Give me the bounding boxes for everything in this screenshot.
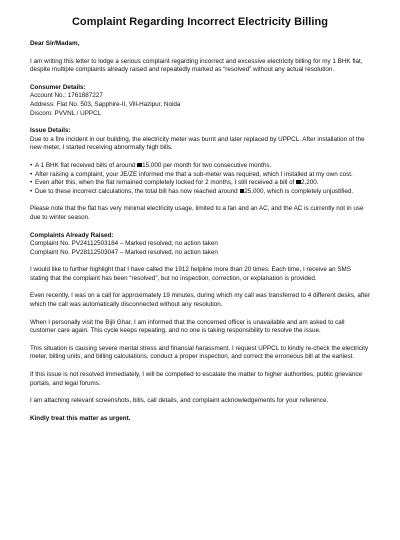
bullet-text-part: A 1 BHK flat received bills of around: [35, 161, 138, 169]
consumer-details-heading: Consumer Details:: [30, 83, 86, 91]
usage-note-paragraph: Please note that the flat has very minimal electricity usage, limited to a fan and an AC, and the AC is currently not in use due to winter season.: [30, 205, 364, 221]
issue-bullet: [30, 188, 370, 197]
bullet-text-part: Due to these incorrect calculations, the total bill has now reached around: [35, 187, 240, 195]
bullet-marker: •: [30, 161, 33, 169]
bullet-text-part: , which is completely unjustified.: [263, 187, 354, 195]
bullet-text-part: .: [316, 179, 319, 187]
letter-title: Complaint Regarding Incorrect Electricity Billing: [71, 16, 329, 28]
address: Address: Flat No. 503, Sapphire-II, Vill-Hazipur, Noida: [30, 100, 181, 108]
bullet-text: [35, 188, 370, 197]
bullet-marker: •: [30, 187, 33, 195]
issue-bullet: [30, 162, 370, 171]
issue-details-heading: Issue Details:: [30, 127, 71, 135]
visit-paragraph: When I personally visit the Bijli Ghar, I am informed that the concerned officer is unavailable and am asked to call customer care again. This cycle keeps repeating, and no one is taking responsibility to resolve the issue.: [30, 318, 345, 335]
complaint-item: Complaint No. PV24112503184 – Marked resolved, no action taken: [30, 240, 218, 248]
bullet-marker: •: [30, 179, 33, 187]
bill-amount: 25,000: [244, 187, 264, 195]
harassment-paragraph: This situation is causing severe mental stress and financial harassment. I request UPPCL to kindly re-check the electricity meter, billing units, and billing calculations, conduct a proper inspection, and correct the erroneous bill at the earliest.: [30, 344, 369, 361]
complaint-item: Complaint No. PV28112503047 – Marked resolved, no action taken: [30, 248, 218, 256]
complaints-heading: Complaints Already Raised:: [30, 231, 114, 239]
complaints-raised: [30, 232, 370, 258]
closing-line: Kindly treat this matter as urgent.: [30, 414, 131, 422]
letter-body: [30, 40, 370, 423]
bullet-text: [35, 179, 370, 188]
intro-paragraph: I am writing this letter to lodge a serious complaint regarding incorrect and excessive electricity billing for my 1 BHK flat, despite multiple complaints already raised and repeatedly marked as “resolved” without any actual resolution.: [30, 57, 363, 74]
consumer-details: [30, 84, 370, 118]
escalation-paragraph: If this issue is not resolved immediately, I will be compelled to escalate the matter to higher authorities, public grievance portals, and legal forums.: [30, 371, 363, 387]
issue-bullet: [30, 179, 370, 188]
bill-amount: 2,200: [300, 179, 317, 187]
attachments-paragraph: I am attaching relevant screenshots, bills, call details, and complaint acknowledgements for your reference.: [30, 397, 329, 405]
helpline-paragraph: I would like to further highlight that I have called the 1912 helpline more than 20 times. Each time, I receive an SMS stating that the complaint has been “resolved”, but no inspection, correction, or explanation is provided.: [30, 266, 351, 282]
bullet-text: [35, 162, 370, 171]
discom: Discom: PVVNL / UPPCL: [30, 109, 102, 117]
bullet-text-part: Even after this, when the flat remained completely locked for 2 months, I still received a bill of: [35, 179, 297, 187]
issue-bullet: [30, 171, 370, 180]
bullet-text-part: per month for two consecutive months.: [161, 161, 272, 169]
bullet-marker: •: [30, 170, 33, 178]
bill-amount: 15,000: [142, 161, 162, 169]
salutation: Dear Sir/Madam,: [30, 40, 80, 47]
bullet-text: After raising a complaint, your JE/ZE informed me that a sub-meter was required, which I installed at my own cost.: [35, 170, 353, 178]
issue-details: [30, 127, 370, 196]
call-paragraph: Even recently, I was on a call for approximately 19 minutes, during which my call was transferred to 4 different desks, after which the call was automatically disconnected without any resolution.: [30, 292, 370, 309]
account-number: Account No.: 1761887227: [30, 92, 103, 100]
issue-description: Due to a fire incident in our building, the electricity meter was burnt and later replaced by UPPCL. After installation of the new meter, I started receiving abnormally high bills.: [30, 135, 365, 152]
